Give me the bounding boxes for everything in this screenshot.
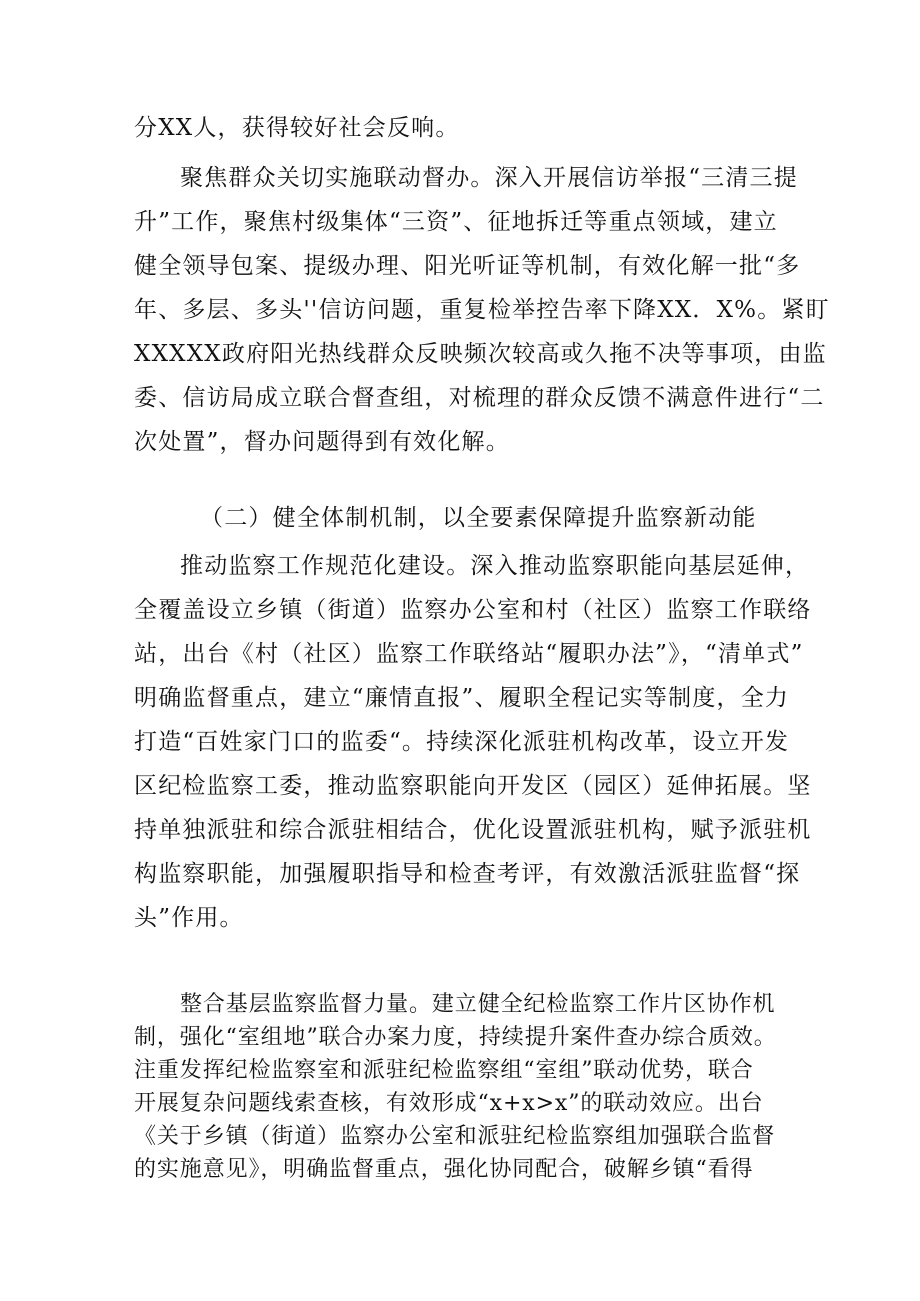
paragraph-grassroots-integration <box>134 988 794 1186</box>
text-line: 推动监察工作规范化建设。深入推动监察职能向基层延伸， <box>180 553 810 579</box>
text-line: 次处置”，督办问题得到有效化解。 <box>134 429 510 455</box>
text-line: 年、多层、多头''信访问题，重复检举控告率下降XX．X%。紧盯 <box>134 297 830 323</box>
paragraph-joint-supervision <box>134 156 830 464</box>
paragraph-standardization <box>134 544 812 940</box>
paragraph-continuation <box>134 106 794 150</box>
text-line: 持单独派驻和综合派驻相结合，优化设置派驻机构，赋予派驻机 <box>134 817 812 843</box>
text-line: 头”作用。 <box>134 905 244 931</box>
text-line: 健全领导包案、提级办理、阳光听证等机制，有效化解一批“多 <box>134 253 801 279</box>
text-line: XXXXX政府阳光热线群众反映频次较高或久拖不决等事项，由监 <box>134 341 827 367</box>
text-line: 明确监督重点，建立“廉情直报”、履职全程记实等制度，全力 <box>134 685 790 711</box>
text-line: 制，强化“室组地”联合办案力度，持续提升案件查办综合质效。 <box>134 1025 777 1050</box>
text-line: 全覆盖设立乡镇（街道）监察办公室和村（社区）监察工作联络 <box>134 597 812 623</box>
text-line: 开展复杂问题线索查核，有效形成“x+x>x”的联动效应。出台 <box>134 1091 764 1116</box>
text-line: 站，出台《村（社区）监察工作联络站“履职办法”》，“清单式” <box>134 641 804 667</box>
text-line: 升”工作，聚焦村级集体“三资”、征地拆迁等重点领域，建立 <box>134 209 778 235</box>
text-line: 《关于乡镇（街道）监察办公室和派驻纪检监察组加强联合监督 <box>134 1124 776 1149</box>
section-heading-text: （二）健全体制机制，以全要素保障提升监察新动能 <box>200 505 757 531</box>
text-line: 分XX人，获得较好社会反响。 <box>134 115 460 141</box>
text-line: 委、信访局成立联合督查组，对梳理的群众反馈不满意件进行“二 <box>134 385 825 411</box>
text-line: 注重发挥纪检监察室和派驻纪检监察组“室组”联动优势，联合 <box>134 1058 754 1083</box>
text-line: 整合基层监察监督力量。建立健全纪检监察工作片区协作机 <box>180 992 776 1017</box>
text-line: 打造“百姓家门口的监委“。持续深化派驻机构改革，设立开发 <box>134 729 790 755</box>
section-heading <box>134 496 794 540</box>
text-line: 聚焦群众关切实施联动督办。深入开展信访举报“三清三提 <box>180 165 798 191</box>
text-line: 区纪检监察工委，推动监察职能向开发区（园区）延伸拓展。坚 <box>134 773 812 799</box>
text-line: 构监察职能，加强履职指导和检查考评，有效激活派驻监督“探 <box>134 861 801 887</box>
text-line: 的实施意见》，明确监督重点，强化协同配合，破解乡镇“看得 <box>134 1157 754 1182</box>
